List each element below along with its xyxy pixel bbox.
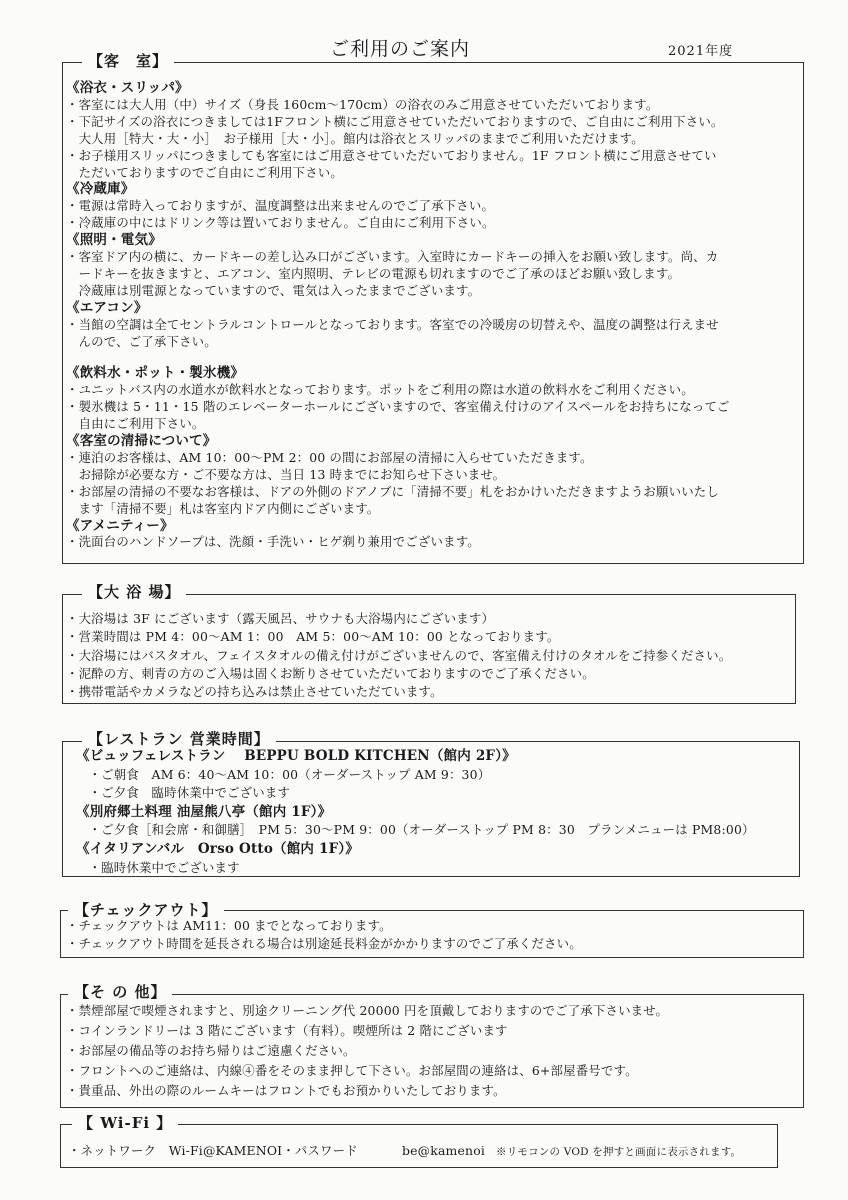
restaurant-line: 《ビュッフェレストラン BEPPU BOLD KITCHEN（館内 2F）》 bbox=[76, 748, 516, 764]
room-line: 《客室の清掃について》 bbox=[66, 433, 217, 449]
room-line: 《照明・電気》 bbox=[66, 232, 162, 249]
wifi-note: ※リモコンの VOD を押すと画面に表示されます。 bbox=[496, 1146, 742, 1158]
room-line: ・下記サイズの浴衣につきましては1Fフロント横にご用意させていただいておりますので、ご自由にご利用下さい。 bbox=[66, 113, 724, 129]
wifi-heading: 【 Wi-Fi 】 bbox=[72, 1112, 178, 1133]
room-line: んので、ご了承下さい。 bbox=[66, 333, 217, 349]
room-line: ただいておりますのでご自由にご利用下さい。 bbox=[66, 164, 343, 180]
room-line: ・製氷機は 5・11・15 階のエレベーターホールにございますので、客室備え付けのアイスペールをお持ちになってご bbox=[66, 399, 730, 415]
other-heading: 【そ の 他】 bbox=[68, 981, 172, 1002]
other-line: ・禁煙部屋で喫煙されますと、別途クリーニング代 20000 円を頂戴しておりますのでご了承下さいませ。 bbox=[66, 1003, 669, 1018]
other-line: ・貴重品、外出の際のルームキーはフロントでもお預かりいたしております。 bbox=[66, 1083, 506, 1098]
restaurant-heading: 【レストラン 営業時間】 bbox=[82, 728, 276, 749]
room-line: 自由にご利用下さい。 bbox=[66, 416, 205, 432]
restaurant-line: ・臨時休業中でございます bbox=[76, 859, 240, 875]
room-line: ・ユニットバス内の水道水が飲料水となっております。ポットをご利用の際は水道の飲料水をご利用ください。 bbox=[66, 382, 694, 398]
room-line: 大人用［特大・大・小］ お子様用［大・小］。館内は浴衣とスリッパのままでご利用いただけます。 bbox=[66, 130, 644, 146]
room-line: 《浴衣・スリッパ》 bbox=[66, 80, 189, 96]
room-line: ・電源は常時入っておりますが、温度調整は出来ませんのでご了承下さい。 bbox=[66, 198, 495, 214]
room-line: ・当館の空調は全てセントラルコントロールとなっております。客室での冷暖房の切替えや、温度の調整は行えませ bbox=[66, 316, 719, 332]
bath-line: ・携帯電話やカメラなどの持ち込みは禁止させていただています。 bbox=[66, 684, 443, 700]
other-line: ・お部屋の備品等のお持ち帰りはご遠慮ください。 bbox=[66, 1043, 356, 1058]
restaurant-line: 《イタリアンバル Orso Otto（館内 1F）》 bbox=[76, 841, 360, 857]
room-line: 《冷蔵庫》 bbox=[66, 181, 135, 198]
room-line: ・冷蔵庫の中にはドリンク等は置いておりません。ご自由にご利用下さい。 bbox=[66, 215, 495, 231]
room-line: ・客室には大人用（中）サイズ（身長 160cm～170cm）の浴衣のみご用意させていただいております。 bbox=[66, 96, 659, 112]
restaurant-line: 《別府郷土料理 油屋熊八亭（館内 1F）》 bbox=[76, 803, 332, 820]
room-line: ・連泊のお客様は、AM 10：00～PM 2：00 の間にお部屋の清掃に入らせていただきます。 bbox=[66, 449, 593, 465]
bath-heading: 【大 浴 場】 bbox=[82, 581, 186, 602]
other-line: ・コインランドリーは 3 階にございます（有料）。喫煙所は 2 階にございます bbox=[66, 1023, 508, 1038]
wifi-network: ・ネットワーク Wi-Fi@KAMENOI・パスワード bbox=[68, 1143, 358, 1158]
fiscal-year: 2021年度 bbox=[668, 44, 734, 59]
room-line: ・お子様用スリッパにつきましても客室にはご用意させていただいておりません。1F フロント横にご用意させてい bbox=[66, 147, 717, 163]
bath-line: ・営業時間は PM 4：00～AM 1：00 AM 5：00～AM 10：00 となっております。 bbox=[66, 629, 560, 645]
bath-line: ・大浴場は 3F にございます（露天風呂、サウナも大浴場内にございます） bbox=[66, 611, 495, 626]
restaurant-line: ・ご夕食［和会席・和御膳］ PM 5：30～PM 9：00（オーダーストップ PM 8：30 プランメニューは PM8:00） bbox=[76, 822, 755, 838]
room-line: ・お部屋の清掃の不要なお客様は、ドアの外側のドアノブに「清掃不要」札をおかけいただきますようお願いいたし bbox=[66, 483, 719, 499]
room-line: 《エアコン》 bbox=[66, 299, 148, 316]
room-line: ます「清掃不要」札は客室内ドア内側にございます。 bbox=[66, 500, 380, 516]
checkout-line: ・チェックアウトは AM11：00 までとなっております。 bbox=[66, 918, 392, 933]
bath-line: ・泥酔の方、刺青の方のご入場は固くお断りさせていただいておりますのでご了承ください。 bbox=[66, 665, 595, 681]
page-title: ご利用のご案内 bbox=[330, 38, 471, 60]
restaurant-line: ・ご朝食 AM 6：40～AM 10：00（オーダーストップ AM 9：30） bbox=[76, 766, 491, 782]
room-heading: 【客 室】 bbox=[82, 50, 174, 71]
wifi-password: be@kamenoi bbox=[402, 1143, 486, 1158]
room-line: 《アメニティー》 bbox=[66, 517, 174, 534]
room-line: お掃除が必要な方・ご不要な方は、当日 13 時までにお知らせ下さいませ。 bbox=[66, 466, 506, 482]
room-line: 冷蔵庫は別電源となっていますので、電気は入ったままでございます。 bbox=[66, 282, 481, 298]
other-line: ・フロントへのご連絡は、内線④番をそのまま押して下さい。お部屋間の連絡は、6+部屋番号です。 bbox=[66, 1063, 638, 1078]
checkout-heading: 【チェックアウト】 bbox=[68, 899, 224, 920]
room-line: ・客室ドア内の横に、カードキーの差し込み口がございます。入室時にカードキーの挿入をお願い致します。尚、カ bbox=[66, 249, 719, 264]
room-line: 《飲料水・ポット・製氷機》 bbox=[66, 365, 245, 382]
bath-line: ・大浴場にはバスタオル、フェイスタオルの備え付けがございませんので、客室備え付けのタオルをご持参ください。 bbox=[66, 647, 732, 663]
restaurant-line: ・ご夕食 臨時休業中でございます bbox=[76, 785, 291, 801]
room-line: ・洗面台のハンドソープは、洗顔・手洗い・ヒゲ剃り兼用でございます。 bbox=[66, 534, 480, 550]
checkout-line: ・チェックアウト時間を延長される場合は別途延長料金がかかりますのでご了承ください。 bbox=[66, 935, 582, 951]
room-line: ードキーを抜きますと、エアコン、室内照明、テレビの電源も切れますのでご了承のほどお願い致します。 bbox=[66, 265, 681, 281]
